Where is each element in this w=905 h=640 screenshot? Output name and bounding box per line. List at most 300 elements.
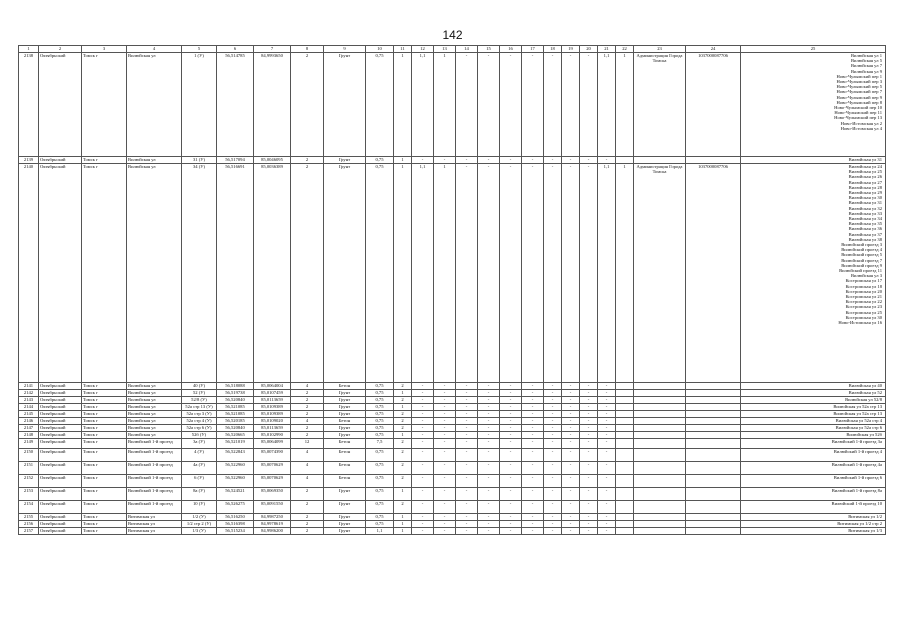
table-cell xyxy=(634,462,686,475)
table-cell: - xyxy=(598,404,616,411)
address-list-cell xyxy=(741,514,886,521)
table-cell: - xyxy=(580,439,598,449)
address-line: Ново-Чулымский пер 9 xyxy=(836,94,882,100)
table-cell: 85,0070629 xyxy=(254,462,291,475)
table-cell: - xyxy=(598,383,616,390)
table-cell: - xyxy=(434,514,456,521)
table-cell: 3а (У) xyxy=(182,439,217,449)
column-header: 2 xyxy=(39,46,82,53)
table-cell: Томск г xyxy=(82,157,127,164)
column-header: 24 xyxy=(686,46,741,53)
address-line: Вилюйская ул 5 xyxy=(850,58,882,64)
table-cell: - xyxy=(478,418,500,425)
table-cell: 56,520665 xyxy=(217,432,254,439)
table-row xyxy=(19,521,886,528)
table-cell: 85,0069350 xyxy=(254,488,291,501)
table-cell: - xyxy=(456,528,478,535)
table-cell: - xyxy=(598,475,616,488)
address-line: Ново-Чулымский пер 5 xyxy=(836,84,882,90)
address-line: Вилюйская ул 52а стр 13 xyxy=(833,404,882,409)
table-cell: 0,75 xyxy=(366,425,394,432)
table-cell: - xyxy=(544,432,562,439)
column-header: 4 xyxy=(127,46,182,53)
column-header: 18 xyxy=(544,46,562,53)
table-cell: 2 xyxy=(394,462,412,475)
table-cell: - xyxy=(580,449,598,462)
table-cell: 1,1 xyxy=(598,53,616,157)
table-cell: - xyxy=(478,157,500,164)
table-cell: 1 xyxy=(394,164,412,383)
table-cell: 2156 xyxy=(19,521,39,528)
address-list-cell xyxy=(741,475,886,488)
table-cell xyxy=(616,404,634,411)
table-row xyxy=(19,528,886,535)
table-cell xyxy=(634,390,686,397)
table-cell: 2 xyxy=(291,521,324,528)
table-cell xyxy=(634,397,686,404)
address-line: Вилюйская ул 28 xyxy=(848,184,882,190)
table-cell: - xyxy=(412,449,434,462)
column-header: 11 xyxy=(394,46,412,53)
table-cell: 85,0109389 xyxy=(254,411,291,418)
table-cell: - xyxy=(544,528,562,535)
table-cell: Бетон xyxy=(324,475,366,488)
table-cell: - xyxy=(412,488,434,501)
table-cell: - xyxy=(456,404,478,411)
address-list-cell xyxy=(741,404,886,411)
table-cell: 56,521019 xyxy=(217,439,254,449)
table-cell: - xyxy=(544,439,562,449)
address-line: Вилюйская ул 25 xyxy=(848,169,882,175)
table-cell: - xyxy=(500,53,522,157)
table-cell xyxy=(634,432,686,439)
table-cell: 31 (У) xyxy=(182,157,217,164)
table-cell: Администрация Города Томска xyxy=(634,53,686,157)
table-cell: 40 (У) xyxy=(182,383,217,390)
table-cell: - xyxy=(522,397,544,404)
table-cell: - xyxy=(434,488,456,501)
table-cell: - xyxy=(580,411,598,418)
table-cell: - xyxy=(562,164,580,383)
address-line: Вилюйский проезд 11 xyxy=(839,268,882,274)
table-cell: - xyxy=(598,397,616,404)
table-cell: 85,0091550 xyxy=(254,501,291,514)
table-cell: 1 xyxy=(434,53,456,157)
table-cell: - xyxy=(478,432,500,439)
address-line: Вилюйская ул 52/8 xyxy=(845,397,882,402)
address-list-cell xyxy=(741,528,886,535)
table-cell: 84,9978619 xyxy=(254,521,291,528)
table-cell: Октябрьский xyxy=(39,411,82,418)
address-list-cell xyxy=(741,462,886,475)
address-line: Вилюйская ул 1 xyxy=(850,53,882,58)
table-cell: Томск г xyxy=(82,439,127,449)
address-line: Вилюйский проезд 3 xyxy=(841,242,882,248)
table-cell: - xyxy=(562,514,580,521)
address-line: Вилюйский 1-й проезд 3а xyxy=(831,439,882,444)
table-cell: 56,517094 xyxy=(217,157,254,164)
table-cell: Вилюйская ул xyxy=(127,164,182,383)
table-cell: - xyxy=(544,383,562,390)
table-cell: - xyxy=(434,404,456,411)
table-cell: 4а (У) xyxy=(182,462,217,475)
table-cell: - xyxy=(522,449,544,462)
table-cell xyxy=(616,432,634,439)
table-cell: - xyxy=(412,425,434,432)
address-list-cell xyxy=(741,488,886,501)
table-cell: 56,524521 xyxy=(217,488,254,501)
table-cell: - xyxy=(478,411,500,418)
table-cell: Вилюйский 1-й проезд xyxy=(127,488,182,501)
table-cell: 2 xyxy=(394,501,412,514)
table-cell: - xyxy=(562,475,580,488)
table-cell: 2144 xyxy=(19,404,39,411)
table-cell: 0,75 xyxy=(366,462,394,475)
table-cell: - xyxy=(500,404,522,411)
table-cell: - xyxy=(544,157,562,164)
table-cell: - xyxy=(500,164,522,383)
table-cell: - xyxy=(412,501,434,514)
address-line: Ново-Чулымский пер 8 xyxy=(836,99,882,105)
table-cell: - xyxy=(412,383,434,390)
table-cell: - xyxy=(478,449,500,462)
address-line: Костромская ул 20 xyxy=(845,288,882,294)
table-cell: - xyxy=(580,521,598,528)
address-line: Вилюйский проезд 5 xyxy=(841,252,882,258)
table-cell: Томск г xyxy=(82,528,127,535)
table-cell: 2155 xyxy=(19,514,39,521)
table-cell: 1 xyxy=(394,514,412,521)
table-cell: 52/8 (У) xyxy=(182,397,217,404)
table-cell xyxy=(616,383,634,390)
table-cell: - xyxy=(580,501,598,514)
table-cell: - xyxy=(412,462,434,475)
table-cell: Томск г xyxy=(82,397,127,404)
table-cell: - xyxy=(544,404,562,411)
column-header: 3 xyxy=(82,46,127,53)
table-cell: 2 xyxy=(291,425,324,432)
table-cell: - xyxy=(562,449,580,462)
table-cell: 2145 xyxy=(19,411,39,418)
table-cell xyxy=(686,383,741,390)
table-row xyxy=(19,501,886,514)
table-cell: - xyxy=(562,418,580,425)
address-line: Ново-Чулымский пер 7 xyxy=(836,89,882,95)
table-cell: Бетон xyxy=(324,383,366,390)
table-cell: 85,0102990 xyxy=(254,432,291,439)
address-list-cell xyxy=(741,411,886,418)
table-cell: 85,0109020 xyxy=(254,418,291,425)
column-header: 14 xyxy=(456,46,478,53)
table-row xyxy=(19,439,886,449)
table-cell: - xyxy=(412,404,434,411)
table-cell: - xyxy=(522,475,544,488)
table-cell xyxy=(634,157,686,164)
table-cell: - xyxy=(456,449,478,462)
table-cell: - xyxy=(412,521,434,528)
table-cell: - xyxy=(500,432,522,439)
address-line: Вилюйский 1-й проезд 10 xyxy=(831,501,882,506)
table-cell: 2140 xyxy=(19,164,39,383)
table-cell: - xyxy=(500,390,522,397)
table-cell: 4 xyxy=(291,462,324,475)
table-cell: - xyxy=(500,411,522,418)
table-cell: - xyxy=(500,418,522,425)
table-cell: 1,1 xyxy=(412,53,434,157)
table-cell: - xyxy=(412,439,434,449)
table-cell: Октябрьский xyxy=(39,157,82,164)
table-cell xyxy=(616,390,634,397)
table-cell: 0,75 xyxy=(366,418,394,425)
table-cell: - xyxy=(562,488,580,501)
table-row xyxy=(19,157,886,164)
address-list-cell xyxy=(741,383,886,390)
table-cell: 84,9986200 xyxy=(254,528,291,535)
table-cell: 56,522960 xyxy=(217,475,254,488)
table-cell: 56,520840 xyxy=(217,397,254,404)
table-cell: - xyxy=(500,439,522,449)
table-cell: 1/2 стр 2 (У) xyxy=(182,521,217,528)
table-cell: - xyxy=(598,439,616,449)
table-cell: - xyxy=(478,164,500,383)
table-cell: - xyxy=(478,439,500,449)
table-cell: - xyxy=(580,514,598,521)
address-line: Витимская ул 1/2 стр 2 xyxy=(837,521,882,526)
address-line: Вилюйская ул 31 xyxy=(848,200,882,206)
table-cell: 56,519738 xyxy=(217,390,254,397)
table-cell: - xyxy=(500,383,522,390)
table-cell xyxy=(616,528,634,535)
table-cell xyxy=(616,462,634,475)
table-cell: 1 xyxy=(394,53,412,157)
table-cell: 4 xyxy=(291,449,324,462)
table-cell: 4 xyxy=(291,383,324,390)
table-cell: - xyxy=(456,514,478,521)
table-cell: 2 xyxy=(291,397,324,404)
table-cell: 1/2 (У) xyxy=(182,514,217,521)
table-cell: - xyxy=(544,501,562,514)
table-cell: Октябрьский xyxy=(39,475,82,488)
column-header: 22 xyxy=(616,46,634,53)
table-cell: - xyxy=(598,501,616,514)
table-cell: 1 xyxy=(394,404,412,411)
column-header: 21 xyxy=(598,46,616,53)
table-cell: - xyxy=(456,501,478,514)
table-row xyxy=(19,488,886,501)
column-header: 1 xyxy=(19,46,39,53)
table-cell: - xyxy=(412,432,434,439)
table-cell: - xyxy=(562,432,580,439)
table-cell: - xyxy=(522,521,544,528)
header-row xyxy=(19,46,886,53)
table-cell: - xyxy=(522,164,544,383)
table-cell: 0,75 xyxy=(366,390,394,397)
table-cell: 2 xyxy=(394,425,412,432)
table-cell: 0,75 xyxy=(366,475,394,488)
table-cell: 56,522960 xyxy=(217,462,254,475)
column-header: 17 xyxy=(522,46,544,53)
address-line: Вилюйская ул 40 xyxy=(848,383,882,388)
column-header: 23 xyxy=(634,46,686,53)
table-cell xyxy=(686,425,741,432)
table-row xyxy=(19,449,886,462)
table-cell: 2143 xyxy=(19,397,39,404)
table-cell: 56,521085 xyxy=(217,411,254,418)
table-cell: - xyxy=(522,383,544,390)
table-cell: Томск г xyxy=(82,449,127,462)
table-cell: - xyxy=(456,462,478,475)
table-cell: Грунт xyxy=(324,411,366,418)
table-cell: - xyxy=(580,157,598,164)
table-cell: Вилюйская ул xyxy=(127,390,182,397)
table-cell: - xyxy=(412,157,434,164)
table-cell: - xyxy=(580,425,598,432)
table-cell: - xyxy=(580,383,598,390)
address-line: Вилюйская ул 52а стр 4 xyxy=(835,418,882,423)
table-cell xyxy=(686,462,741,475)
table-cell xyxy=(616,514,634,521)
table-row xyxy=(19,425,886,432)
table-cell: - xyxy=(544,462,562,475)
table-cell: 85,0107459 xyxy=(254,390,291,397)
table-cell: - xyxy=(580,418,598,425)
table-cell: - xyxy=(544,411,562,418)
address-line: Вилюйская ул 7 xyxy=(850,63,882,69)
table-cell: Бетон xyxy=(324,439,366,449)
table-cell: - xyxy=(562,404,580,411)
address-line: Вилюйская ул 24 xyxy=(848,164,882,169)
table-cell xyxy=(686,439,741,449)
table-cell: Вилюйская ул xyxy=(127,425,182,432)
table-cell: - xyxy=(544,397,562,404)
table-cell: - xyxy=(412,528,434,535)
table-cell xyxy=(634,501,686,514)
table-cell: Витимская ул xyxy=(127,528,182,535)
table-cell: 56,526275 xyxy=(217,501,254,514)
table-cell: 0,75 xyxy=(366,488,394,501)
table-cell: - xyxy=(478,475,500,488)
table-cell: Администрация Города Томска xyxy=(634,164,686,383)
table-cell: Октябрьский xyxy=(39,53,82,157)
table-cell: - xyxy=(478,404,500,411)
table-cell: 85,0074390 xyxy=(254,449,291,462)
column-header: 9 xyxy=(324,46,366,53)
table-cell: Бетон xyxy=(324,462,366,475)
table-cell xyxy=(616,488,634,501)
table-cell: 0,75 xyxy=(366,157,394,164)
table-cell: - xyxy=(478,488,500,501)
registry-table xyxy=(18,45,886,535)
table-cell: 2 xyxy=(394,397,412,404)
table-cell: - xyxy=(434,383,456,390)
table-cell: Вилюйская ул xyxy=(127,397,182,404)
table-cell xyxy=(686,390,741,397)
table-cell: - xyxy=(500,514,522,521)
table-row xyxy=(19,404,886,411)
table-row xyxy=(19,397,886,404)
table-cell: 1/3 (У) xyxy=(182,528,217,535)
table-cell xyxy=(686,432,741,439)
table-cell: 56,516691 xyxy=(217,164,254,383)
table-cell: Октябрьский xyxy=(39,521,82,528)
table-cell: - xyxy=(412,411,434,418)
table-cell: 2 xyxy=(394,418,412,425)
table-cell: 2149 xyxy=(19,439,39,449)
table-cell: - xyxy=(500,449,522,462)
table-cell: 2 xyxy=(291,53,324,157)
table-cell: 2 xyxy=(291,514,324,521)
table-cell: 4 (У) xyxy=(182,449,217,462)
address-line: Костромская ул 21 xyxy=(845,294,882,300)
table-cell: 0,75 xyxy=(366,521,394,528)
table-cell xyxy=(686,521,741,528)
table-row xyxy=(19,411,886,418)
table-cell: - xyxy=(580,488,598,501)
column-header: 15 xyxy=(478,46,500,53)
table-cell: Томск г xyxy=(82,514,127,521)
table-cell: 52 (У) xyxy=(182,390,217,397)
table-cell: - xyxy=(544,418,562,425)
table-row xyxy=(19,164,886,383)
table-cell: 0,75 xyxy=(366,53,394,157)
table-cell: Томск г xyxy=(82,501,127,514)
address-line: Ново-Чулымский пер 3 xyxy=(836,79,882,85)
table-row xyxy=(19,462,886,475)
address-line: Костромская ул 23 xyxy=(845,304,882,310)
address-line: Вилюйская ул 37 xyxy=(848,231,882,237)
address-line: Вилюйский 1-й проезд 4 xyxy=(833,449,882,454)
table-cell: Октябрьский xyxy=(39,439,82,449)
address-line: Ново-Чулымский пер 13 xyxy=(834,115,882,121)
table-cell: Октябрьский xyxy=(39,418,82,425)
column-header: 13 xyxy=(434,46,456,53)
table-cell: - xyxy=(412,397,434,404)
table-cell xyxy=(686,397,741,404)
table-cell: - xyxy=(456,53,478,157)
table-row xyxy=(19,475,886,488)
table-cell: - xyxy=(456,411,478,418)
address-line: Витимская ул 1/3 xyxy=(848,528,882,533)
address-line: Вилюйский проезд 7 xyxy=(841,257,882,263)
address-line: Ново-Истомская ул 16 xyxy=(838,320,882,326)
table-cell: 2 xyxy=(291,432,324,439)
table-cell: - xyxy=(522,462,544,475)
table-cell: Вилюйский 1-й проезд xyxy=(127,475,182,488)
table-cell: Вилюйская ул xyxy=(127,432,182,439)
column-header: 7 xyxy=(254,46,291,53)
table-cell xyxy=(616,157,634,164)
address-line: Вилюйская ул 26 xyxy=(848,174,882,180)
table-cell xyxy=(634,425,686,432)
table-cell xyxy=(634,439,686,449)
table-cell: - xyxy=(522,411,544,418)
table-cell: 56,516398 xyxy=(217,521,254,528)
table-cell: - xyxy=(562,53,580,157)
table-cell xyxy=(686,418,741,425)
address-line: Вилюйская ул 33 xyxy=(848,210,882,216)
table-cell: 56,515234 xyxy=(217,528,254,535)
table-cell: - xyxy=(522,432,544,439)
table-cell: Бетон xyxy=(324,418,366,425)
table-cell: 56,514785 xyxy=(217,53,254,157)
table-cell: - xyxy=(478,53,500,157)
table-cell xyxy=(634,475,686,488)
table-cell xyxy=(616,411,634,418)
table-cell: 2 xyxy=(291,528,324,535)
table-cell: 2157 xyxy=(19,528,39,535)
address-line: Вилюйская ул 52а стр 6 xyxy=(835,425,882,430)
table-cell: Грунт xyxy=(324,521,366,528)
